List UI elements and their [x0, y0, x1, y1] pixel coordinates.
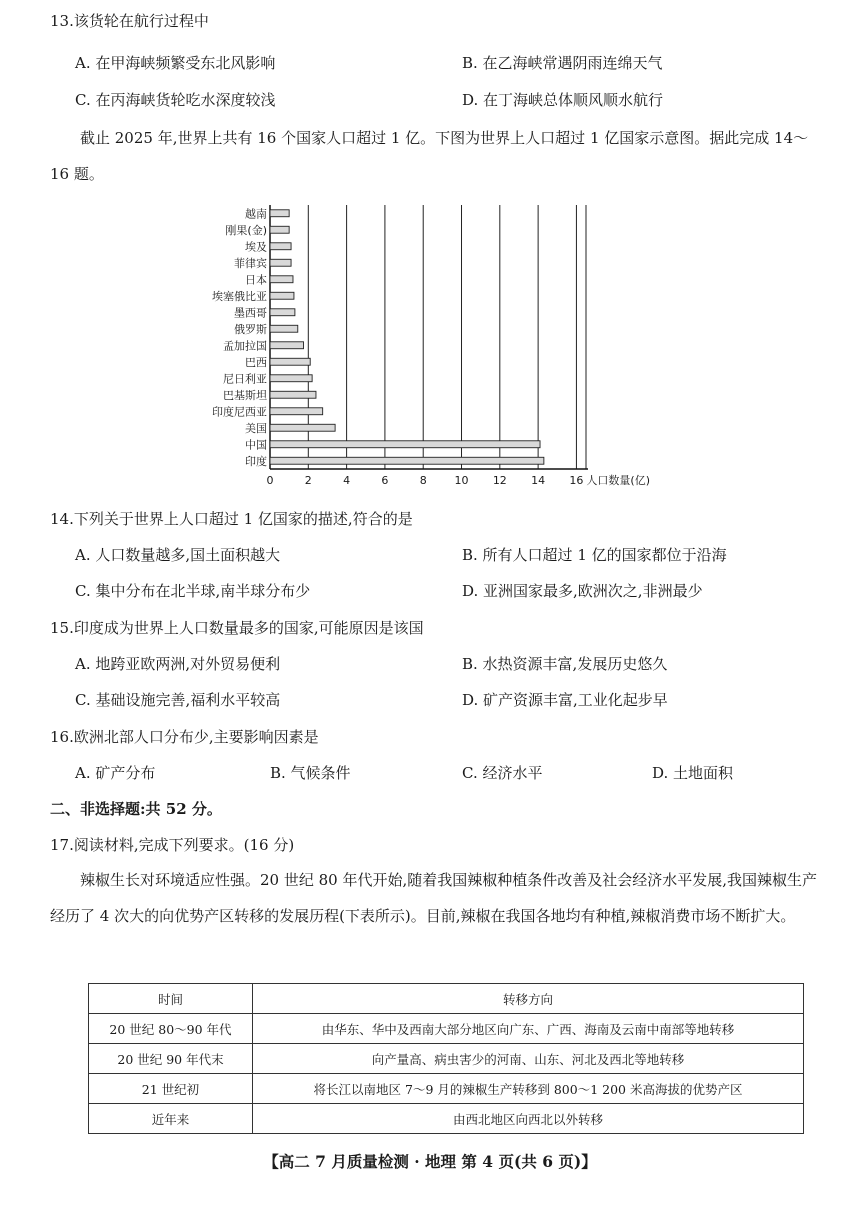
- table-header-time: 时间: [89, 984, 253, 1014]
- table-cell-time: 近年来: [89, 1104, 253, 1134]
- q14-option-c: C. 集中分布在北半球,南半球分布少: [75, 582, 311, 600]
- x-tick-label: 16: [569, 474, 584, 487]
- x-tick-label: 10: [454, 474, 469, 487]
- table-row: [89, 1044, 804, 1074]
- table-header-row: [89, 984, 804, 1014]
- q16-option-d: D. 土地面积: [652, 764, 734, 782]
- q15-option-c: C. 基础设施完善,福利水平较高: [75, 691, 281, 709]
- q14-stem: 14.下列关于世界上人口超过 1 亿国家的描述,符合的是: [50, 510, 413, 528]
- category-label: 刚果(金): [225, 223, 267, 237]
- table-row: [89, 1104, 804, 1134]
- bar: [270, 325, 298, 332]
- category-label: 中国: [245, 438, 267, 452]
- category-label: 美国: [245, 421, 267, 435]
- q14-option-d: D. 亚洲国家最多,欧洲次之,非洲最少: [462, 582, 703, 600]
- table-cell-direction: 由华东、华中及西南大部分地区向广东、广西、海南及云南中南部等地转移: [253, 1014, 804, 1044]
- bar: [270, 358, 310, 365]
- x-axis-label: 人口数量(亿): [586, 474, 651, 487]
- q15-stem: 15.印度成为世界上人口数量最多的国家,可能原因是该国: [50, 619, 424, 637]
- table-cell-time: 21 世纪初: [89, 1074, 253, 1104]
- q16-option-b: B. 气候条件: [270, 764, 351, 782]
- q13-option-a: A. 在甲海峡频繁受东北风影响: [75, 54, 276, 72]
- category-label: 印度尼西亚: [212, 405, 267, 419]
- bar: [270, 309, 295, 316]
- q13-option-b: B. 在乙海峡常遇阴雨连绵天气: [462, 54, 663, 72]
- x-tick-label: 0: [266, 474, 274, 487]
- category-label: 日本: [245, 273, 267, 287]
- category-label: 孟加拉国: [223, 339, 267, 353]
- q13-stem: 13.该货轮在航行过程中: [50, 12, 209, 30]
- bar: [270, 276, 293, 283]
- x-tick-label: 6: [381, 474, 389, 487]
- table-cell-direction: 将长江以南地区 7～9 月的辣椒生产转移到 800～1 200 米高海拔的优势产区: [253, 1074, 804, 1104]
- category-label: 尼日利亚: [223, 372, 267, 386]
- q14-option-a: A. 人口数量越多,国土面积越大: [75, 546, 281, 564]
- q13-option-c: C. 在丙海峡货轮吃水深度较浅: [75, 91, 276, 109]
- table-cell-time: 20 世纪 80～90 年代: [89, 1014, 253, 1044]
- category-label: 巴基斯坦: [223, 388, 267, 402]
- category-label: 巴西: [245, 355, 267, 369]
- bar: [270, 342, 304, 349]
- category-label: 印度: [245, 454, 267, 468]
- bar: [270, 292, 294, 299]
- category-label: 埃及: [245, 240, 267, 254]
- table-cell-time: 20 世纪 90 年代末: [89, 1044, 253, 1074]
- x-tick-label: 14: [531, 474, 546, 487]
- table-row: [89, 1014, 804, 1044]
- q16-stem: 16.欧洲北部人口分布少,主要影响因素是: [50, 728, 319, 746]
- bar: [270, 391, 316, 398]
- section-heading: 二、非选择题:共 52 分。: [50, 800, 222, 818]
- bar: [270, 408, 323, 415]
- page-footer: 【高二 7 月质量检测 · 地理 第 4 页(共 6 页)】: [263, 1152, 597, 1171]
- category-label: 越南: [245, 207, 267, 221]
- bar: [270, 457, 544, 464]
- bar: [270, 424, 335, 431]
- q13-option-d: D. 在丁海峡总体顺风顺水航行: [462, 91, 664, 109]
- x-tick-label: 8: [419, 474, 427, 487]
- bar: [270, 441, 540, 448]
- bar: [270, 243, 291, 250]
- category-label: 墨西哥: [234, 306, 267, 320]
- transfer-table: [88, 983, 804, 1134]
- table-row: [89, 1074, 804, 1104]
- x-tick-label: 12: [492, 474, 507, 487]
- bar: [270, 259, 291, 266]
- bar: [270, 210, 289, 217]
- bar: [270, 375, 312, 382]
- category-label: 埃塞俄比亚: [212, 289, 267, 303]
- q14-option-b: B. 所有人口超过 1 亿的国家都位于沿海: [462, 546, 727, 564]
- q16-option-a: A. 矿产分布: [75, 764, 156, 782]
- table-header-direction: 转移方向: [253, 984, 804, 1014]
- q17-stem: 17.阅读材料,完成下列要求。(16 分): [50, 836, 295, 854]
- bar: [270, 226, 289, 233]
- table-cell-direction: 向产量高、病虫害少的河南、山东、河北及西北等地转移: [253, 1044, 804, 1074]
- q15-option-a: A. 地跨亚欧两洲,对外贸易便利: [75, 655, 281, 673]
- table-cell-direction: 由西北地区向西北以外转移: [253, 1104, 804, 1134]
- q15-option-b: B. 水热资源丰富,发展历史悠久: [462, 655, 668, 673]
- x-tick-label: 4: [343, 474, 351, 487]
- q15-option-d: D. 矿产资源丰富,工业化起步早: [462, 691, 668, 709]
- category-label: 菲律宾: [234, 256, 267, 270]
- population-bar-chart: [190, 197, 690, 497]
- x-tick-label: 2: [304, 474, 312, 487]
- intro-paragraph: 截止 2025 年,世界上共有 16 个国家人口超过 1 亿。下图为世界上人口超过 1 亿国家示意图。据此完成 14～16 题。: [50, 129, 809, 183]
- q17-material: 辣椒生长对环境适应性强。20 世纪 80 年代开始,随着我国辣椒种植条件改善及社会经济水平发展,我国辣椒生产经历了 4 次大的向优势产区转移的发展历程(下表所示)。目前,辣椒在我国各地均有种植,辣椒消费市场不断扩大。: [50, 871, 818, 925]
- category-label: 俄罗斯: [234, 322, 267, 336]
- q16-option-c: C. 经济水平: [462, 764, 543, 782]
